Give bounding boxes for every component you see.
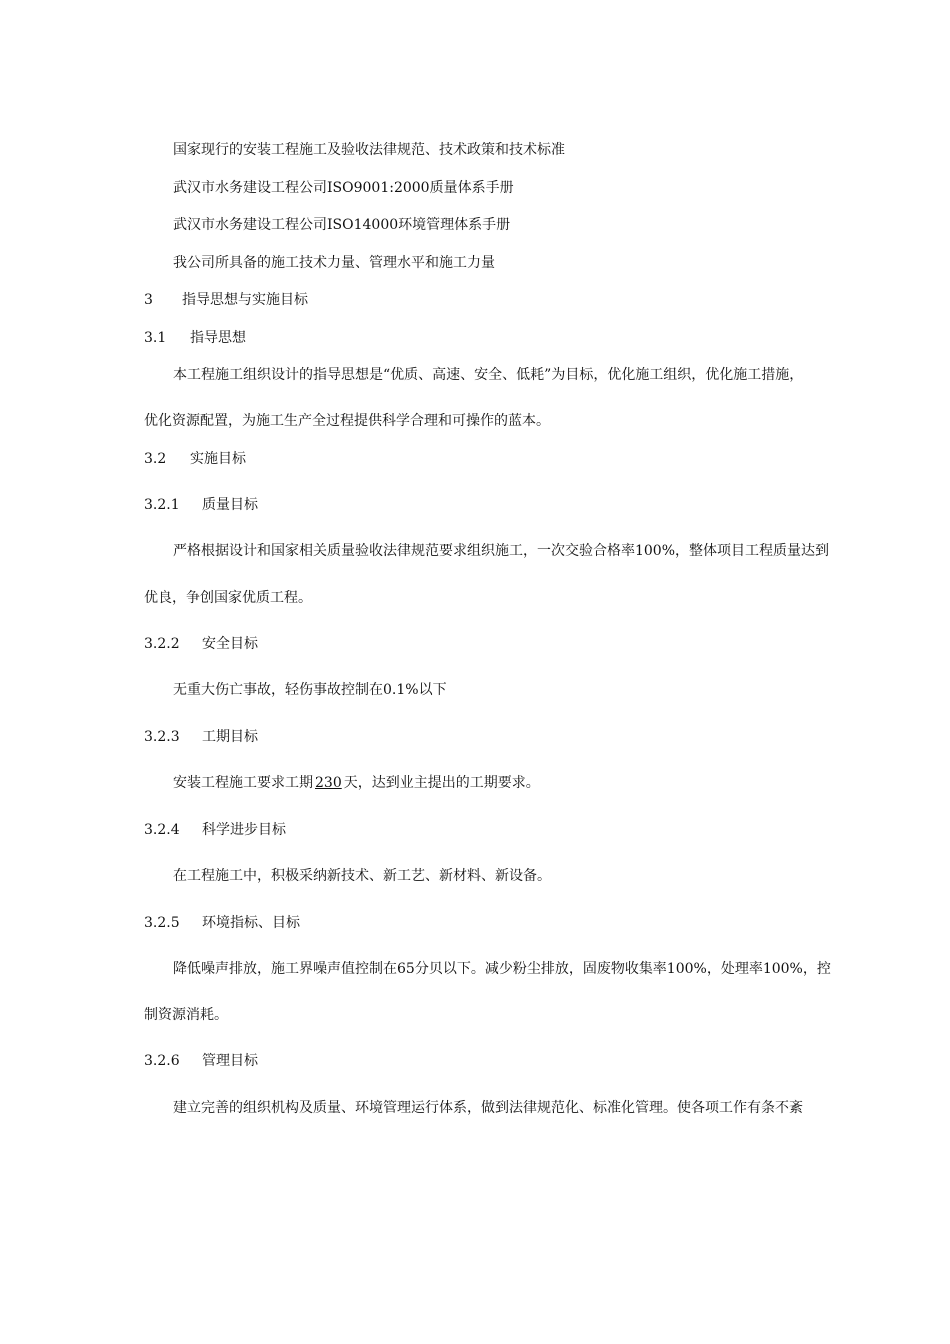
section-title: 指导思想与实施目标 [182, 292, 308, 308]
section-number: 3.2.3 [144, 729, 180, 745]
section-title: 工期目标 [202, 729, 258, 745]
reference-line: 我公司所具备的施工技术力量、管理水平和施工力量 [173, 255, 495, 271]
section-heading-3-2-6 [144, 1052, 258, 1070]
section-title: 安全目标 [202, 636, 258, 652]
reference-line: 国家现行的安装工程施工及验收法律规范、技术政策和技术标准 [173, 142, 565, 158]
section-heading-3-2-1 [144, 496, 258, 514]
paragraph-line: 在工程施工中，积极采纳新技术、新工艺、新材料、新设备。 [173, 868, 551, 884]
section-number: 3.2.4 [144, 822, 180, 838]
section-number: 3.2.2 [144, 636, 180, 652]
section-number: 3.2 [144, 451, 167, 467]
duration-text: 天，达到业主提出的工期要求。 [343, 775, 540, 791]
paragraph-line: 优化资源配置，为施工生产全过程提供科学合理和可操作的蓝本。 [144, 413, 550, 429]
paragraph-line: 降低噪声排放，施工界噪声值控制在65分贝以下。减少粉尘排放，固废物收集率100%，处理率100%，控 [173, 961, 831, 977]
duration-text: 安装工程施工要求工期 [173, 775, 313, 791]
section-heading-3-2-4 [144, 821, 286, 839]
section-heading-3-2 [144, 450, 246, 468]
section-heading-3-2-5 [144, 914, 300, 932]
section-number: 3.2.1 [144, 497, 180, 513]
reference-line: 武汉市水务建设工程公司ISO14000环境管理体系手册 [173, 217, 511, 233]
section-title: 指导思想 [190, 330, 246, 346]
section-heading-3-2-2 [144, 635, 258, 653]
section-title: 实施目标 [190, 451, 246, 467]
section-number: 3 [144, 292, 153, 308]
section-title: 环境指标、目标 [202, 915, 300, 931]
paragraph-line: 制资源消耗。 [144, 1007, 228, 1023]
paragraph-line: 严格根据设计和国家相关质量验收法律规范要求组织施工，一次交验合格率100%，整体项目工程质量达到 [173, 543, 830, 559]
section-number: 3.1 [144, 330, 167, 346]
duration-days: 230 [315, 775, 342, 791]
section-number: 3.2.6 [144, 1053, 180, 1069]
paragraph-line: 优良，争创国家优质工程。 [144, 590, 312, 606]
paragraph-line: 无重大伤亡事故，轻伤事故控制在0.1%以下 [173, 682, 447, 698]
paragraph-line: 建立完善的组织机构及质量、环境管理运行体系，做到法律规范化、标准化管理。使各项工作有条不紊 [173, 1100, 803, 1116]
section-title: 管理目标 [202, 1053, 258, 1069]
section-heading-3-2-3 [144, 728, 258, 746]
section-heading-3-1 [144, 329, 246, 347]
section-number: 3.2.5 [144, 915, 180, 931]
section-title: 质量目标 [202, 497, 258, 513]
reference-line: 武汉市水务建设工程公司ISO9001:2000质量体系手册 [173, 180, 514, 196]
paragraph-line [173, 774, 540, 792]
section-title: 科学进步目标 [202, 822, 286, 838]
section-heading-3 [144, 291, 308, 309]
paragraph-line: 本工程施工组织设计的指导思想是“优质、高速、安全、低耗”为目标，优化施工组织，优化施工措施， [173, 367, 804, 383]
